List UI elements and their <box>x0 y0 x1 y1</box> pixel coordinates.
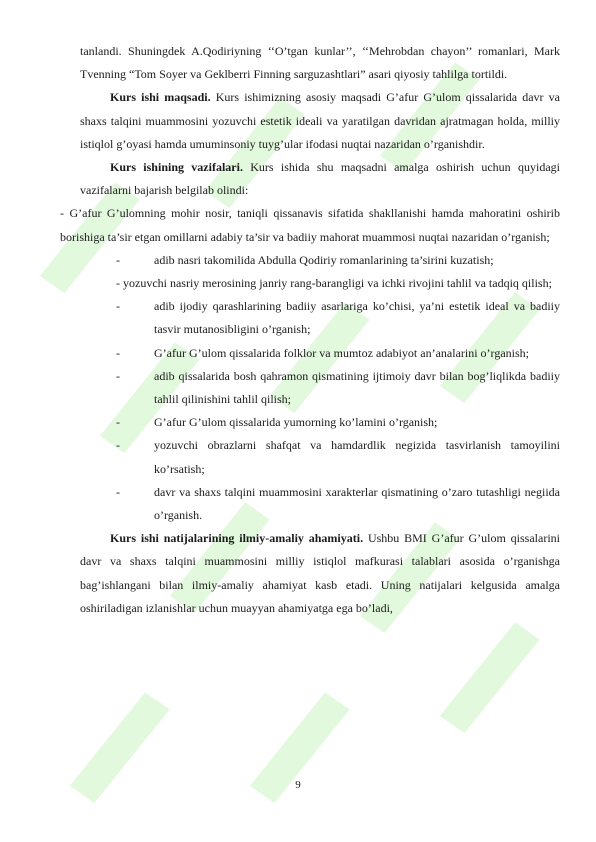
list-dash: - <box>116 299 120 314</box>
paragraph-text: Ushbu BMI G’afur G’ulom qissalarini davr va shaxs talqini muammosini milliy istiqlol mafkurasi talablari asosida o’rganishga bag’ishlangani bilan ilmiy-amaliy ahamiyat kasb etadi. Uning natijalari kelgusida amalga oshiriladigan izlanishlar uchun muayyan ahamiyatga ega bo’ladi, <box>80 531 560 615</box>
page-number: 9 <box>295 779 301 791</box>
list-text: adib nasri takomilida Abdulla Qodiriy romanlarining ta’sirini kuzatish; <box>154 252 494 267</box>
list-text: G’afur G’ulom qissalarida folklor va mumtoz adabiyot an’analarini o’rganish; <box>154 345 529 360</box>
list-text: G’afur G’ulom qissalarida yumorning ko’lamini o’rganish; <box>154 415 438 430</box>
list-dash: - <box>116 484 120 499</box>
list-dash: - <box>116 345 120 360</box>
watermark-mark <box>440 618 547 743</box>
list-item: - yozuvchi nasriy merosining janriy rang-barangligi va ichki rivojini tahlil va tadqiq qilish; <box>116 276 552 291</box>
list-item: - G’afur G’ulomning mohir nosir, taniqli qissanavis sifatida shakllanishi hamda mahoratini oshirib borishiga ta’sir etgan omillarni adabiy ta’sir va badiiy mahorat muammosi nuqtai nazaridan o’rganish; <box>60 206 560 244</box>
list-text: adib qissalarida bosh qahramon qismatining ijtimoiy davr bilan bog’liqlikda badiiy tahlil qilinishini tahlil qilish; <box>154 368 560 407</box>
list-text: davr va shaxs talqini muammosini xarakterlar qismatining o’zaro tutashligi negiida o’rganish. <box>154 484 560 523</box>
list-item <box>80 411 560 434</box>
list-item <box>80 249 560 272</box>
list-text: adib ijodiy qarashlarining badiiy asarlariga ko’chisi, ya’ni estetik ideal va badiiy tasvir mutanosibligini o’rganish; <box>154 299 560 337</box>
heading-tasks: Kurs ishining vazifalari. <box>110 160 243 175</box>
list-item <box>80 481 560 527</box>
list-dash: - <box>116 415 120 430</box>
list-item <box>80 342 560 365</box>
list-item <box>80 365 560 411</box>
paragraph-text: Kurs ishida shu maqsadni amalga oshirish uchun quyidagi vazifalarni bajarish belgilab olindi: <box>80 160 560 198</box>
list-dash: - <box>116 252 120 267</box>
watermark-mark <box>70 688 177 813</box>
paragraph-text: Kurs ishimizning asosiy maqsadi G’afur G’ulom qissalarida davr va shaxs talqini muammosini yozuvchi estetik ideali va yaratilgan davridan ajratmagan holda, milliy istiqlol g’oyasi hamda umuminsoniy tuyg’ular ifodasi nuqtai nazaridan o’rganishdir. <box>80 90 561 151</box>
list-dash: - <box>116 368 120 383</box>
paragraph: tanlandi. Shuningdek A.Qodiriyning ‘‘O’tgan kunlar’’, ‘‘Mehrobdan chayon’’ romanlari, Mark Tvenning “Tom Soyer va Geklberri Finning sarguzashtlari” asari qiyosiy tahlilga tortildi. <box>80 44 560 82</box>
paragraph-tasks <box>80 156 560 202</box>
heading-purpose: Kurs ishi maqsadi. <box>110 90 211 105</box>
watermark-mark <box>250 688 357 813</box>
paragraph-purpose <box>80 86 560 156</box>
list-item <box>80 295 560 341</box>
list-item <box>80 434 560 480</box>
body-text <box>60 40 561 620</box>
list-text: yozuvchi obrazlarni shafqat va hamdardlik negizida tasvirlanish tamoyilini ko’rsatish; <box>154 438 560 476</box>
paragraph-significance <box>80 527 560 620</box>
list-dash: - <box>116 438 120 453</box>
heading-significance: Kurs ishi natijalarining ilmiy-amaliy ahamiyati. <box>110 531 364 546</box>
